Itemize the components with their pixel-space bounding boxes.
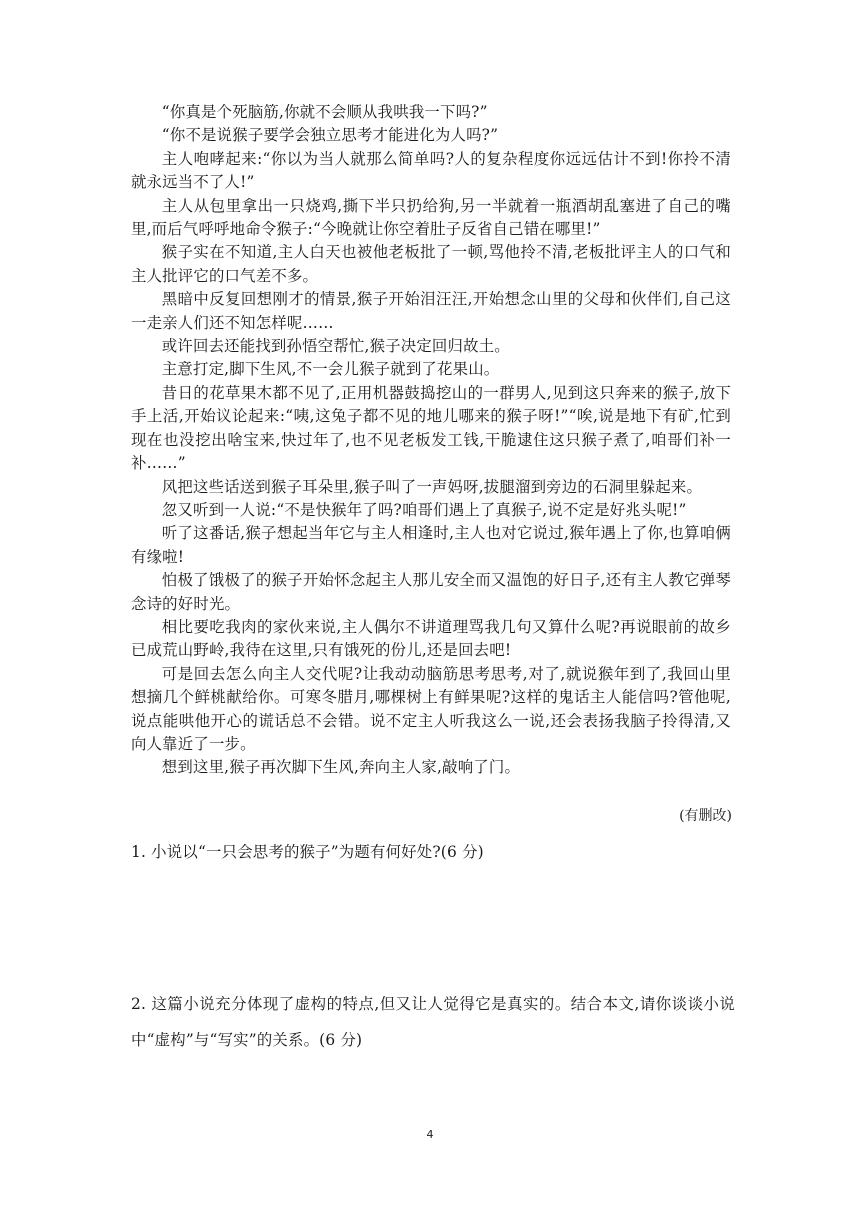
paragraph: 或许回去还能找到孙悟空帮忙,猴子决定回归故土。 [161,337,510,356]
paragraph: 相比要吃我肉的家伙来说,主人偶尔不讲道理骂我几句又算什么呢?再说眼前的故乡已成荒山野岭,我待在这里,只有饿死的份儿,还是回去吧! [131,617,731,660]
paragraph: 主人从包里拿出一只烧鸡,撕下半只扔给狗,另一半就着一瓶酒胡乱塞进了自己的嘴里,而后气呼呼地命令猴子:“今晚就让你空着肚子反省自己错在哪里!” [131,196,731,239]
paragraph: 猴子实在不知道,主人白天也被他老板批了一顿,骂他拎不清,老板批评主人的口气和主人批评它的口气差不多。 [131,243,731,285]
paragraph: 主意打定,脚下生风,不一会儿猴子就到了花果山。 [161,360,500,379]
paragraph: “你不是说猴子要学会独立思考才能进化为人吗?” [161,126,499,145]
paragraph: 黑暗中反复回想刚才的情景,猴子开始泪汪汪,开始想念山里的父母和伙伴们,自己这一走亲人们还不知怎样呢…… [131,290,731,332]
source-note: (有删改) [679,808,732,824]
paragraph: 可是回去怎么向主人交代呢?让我动动脑筋思考思考,对了,就说猴年到了,我回山里想摘几个鲜桃献给你。可寒冬腊月,哪棵树上有鲜果呢?这样的鬼话主人能信吗?管他呢,说点能哄他开心的谎话总不会错。说不定主人听我这么一说,还会表扬我脑子拎得清,又向人靠近了一步。 [131,664,731,753]
story-excerpt [131,101,731,780]
paragraph: 怕极了饿极了的猴子开始怀念起主人那儿安全而又温饱的好日子,还有主人教它弹琴念诗的好时光。 [131,571,731,613]
page-number: 4 [426,1128,434,1141]
paragraph: 想到这里,猴子再次脚下生风,奔向主人家,敲响了门。 [161,758,521,777]
paragraph: 忽又听到一人说:“不是快猴年了吗?咱哥们遇上了真猴子,说不定是好兆头呢!” [161,500,687,519]
paragraph: 主人咆哮起来:“你以为当人就那么简单吗?人的复杂程度你远远估计不到!你拎不清就永远当不了人!” [131,149,731,192]
paragraph: 风把这些话送到猴子耳朵里,猴子叫了一声妈呀,拔腿溜到旁边的石洞里躲起来。 [161,477,703,496]
paragraph: “你真是个死脑筋,你就不会顺从我哄我一下吗?” [161,103,488,121]
question-2: 2. 这篇小说充分体现了虚构的特点,但又让人觉得它是真实的。结合本文,请你谈谈小说中“虚构”与“写实”的关系。(6 分) [131,995,735,1049]
paragraph: 听了这番话,猴子想起当年它与主人相逢时,主人也对它说过,猴年遇上了你,也算咱俩有缘啦! [131,524,731,566]
paragraph: 昔日的花草果木都不见了,正用机器鼓捣挖山的一群男人,见到这只奔来的猴子,放下手上活,开始议论起来:“咦,这兔子都不见的地儿哪来的猴子呀!”“唉,说是地下有矿,忙到现在也没挖出啥宝来,快过年了,也不见老板发工钱,干脆逮住这只猴子煮了,咱哥们补一补……” [131,383,731,473]
question-1: 1. 小说以“一只会思考的猴子”为题有何好处?(6 分) [131,843,484,861]
